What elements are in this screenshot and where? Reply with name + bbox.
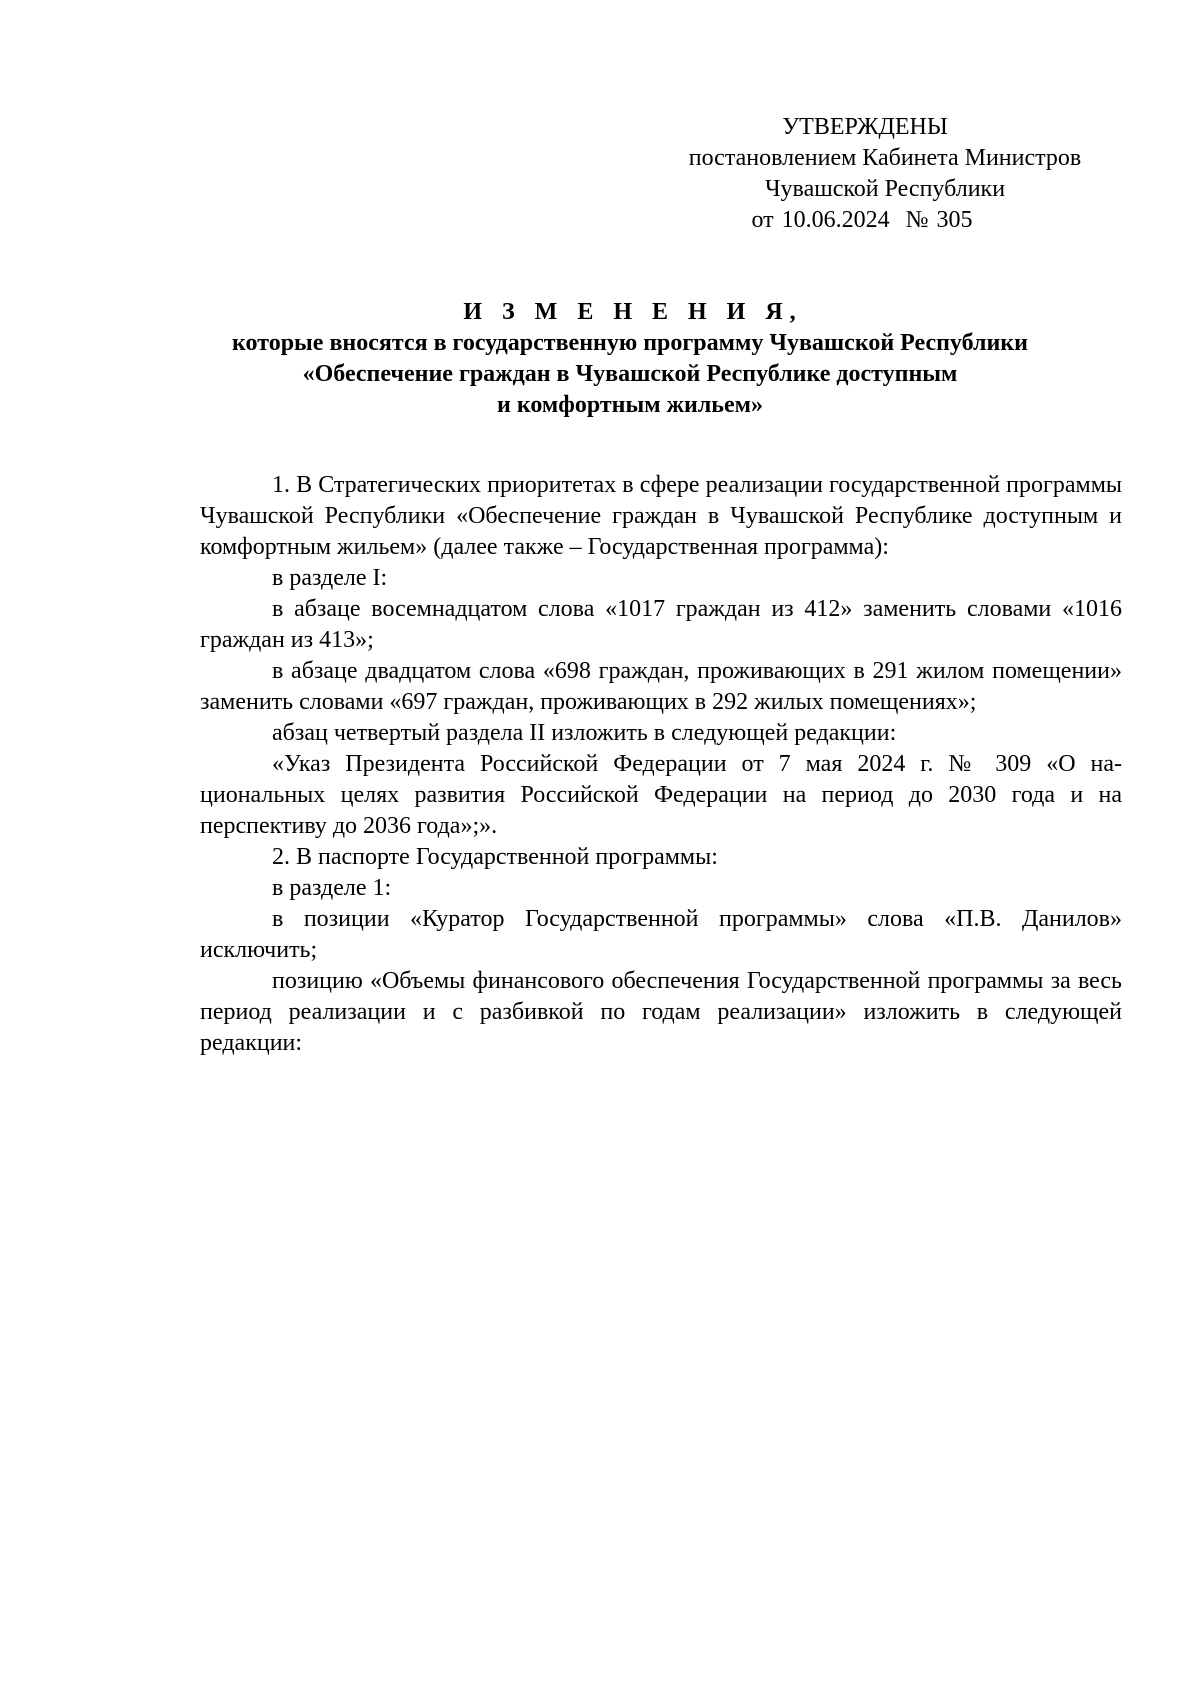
paragraph: 2. В паспорте Государственной программы:: [272, 844, 718, 870]
document-subtitle-line-3: и комфортным жильем»: [497, 392, 763, 418]
paragraph: абзац четвертый раздела II изложить в следующей редакции:: [272, 720, 897, 746]
approval-republic: Чувашской Республики: [764, 176, 1006, 202]
approval-authority: постановлением Кабинета Министров: [688, 145, 1082, 171]
document-subtitle-line-1: которые вносятся в государственную программу Чувашской Республики: [232, 330, 1028, 356]
approval-number: № 305: [905, 207, 973, 233]
approval-title: УТВЕРЖДЕНЫ: [782, 114, 948, 140]
approval-stamp: [660, 112, 1110, 236]
paragraph: 1. В Стратегических приоритетах в сфере реализации государственной программы Чувашской Республики «Обеспечение граждан в Чувашской Республике доступным и комфортным жильем» (далее также – Государственная программа):: [200, 472, 1122, 560]
approval-date: от 10.06.2024: [751, 207, 890, 233]
paragraph: в разделе I:: [272, 565, 388, 591]
document-heading: [130, 297, 1130, 421]
paragraph: в позиции «Куратор Государственной программы» слова «П.В. Данилов» исключить;: [200, 906, 1122, 963]
paragraph: позицию «Объемы финансового обеспечения Государственной программы за весь период реализации и с разбивкой по годам реализации» изложить в следующей редакции:: [200, 968, 1122, 1056]
paragraph: в разделе 1:: [272, 875, 392, 901]
approval-date-number: [660, 205, 1110, 236]
document-body: [200, 470, 1122, 1059]
paragraph: в абзаце двадцатом слова «698 граждан, проживающих в 291 жилом помещении» заменить словами «697 граждан, проживающих в 292 жилых помещениях»;: [200, 658, 1122, 715]
paragraph: «Указ Президента Российской Федерации от 7 мая 2024 г. № 309 «О национальных целях развития Российской Федерации на период до 2030 года и на перспективу до 2036 года»;».: [200, 751, 1122, 839]
document-subtitle-line-2: «Обеспечение граждан в Чувашской Республике доступным: [302, 361, 958, 387]
document-title: И З М Е Н Е Н И Я,: [463, 299, 803, 325]
paragraph: в абзаце восемнадцатом слова «1017 граждан из 412» заменить словами «1016 граждан из 413»;: [200, 596, 1122, 653]
